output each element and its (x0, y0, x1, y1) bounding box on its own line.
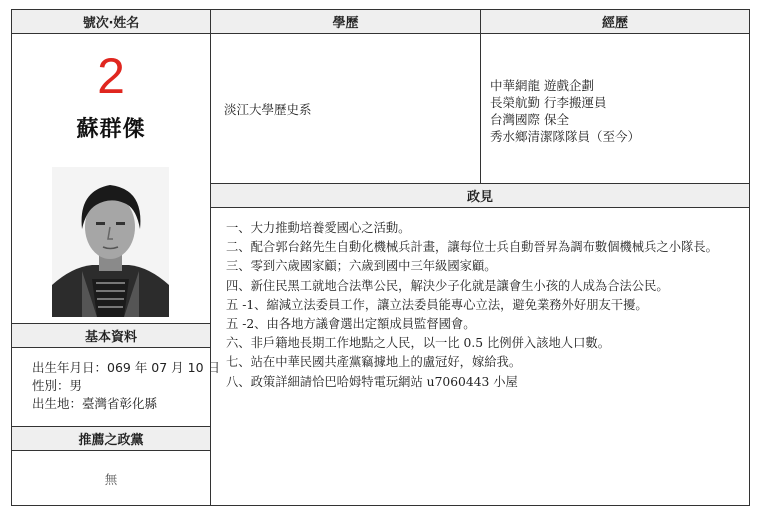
experience-item: 台灣國際 保全 (490, 112, 569, 127)
number-name-header: 號次‧姓名 (11, 9, 211, 34)
candidate-name: 蘇群傑 (76, 117, 146, 142)
politics-item: 三、零到六歲國家顧；六歲到國中三年級國家顧。 (226, 259, 497, 274)
politics-item: 五 -2、由各地方議會選出定額成員監督國會。 (226, 317, 476, 332)
politics-item: 六、非戶籍地長期工作地點之人民，以一比 0.5 比例併入該地人口數。 (226, 336, 610, 351)
politics-item: 五 -1、縮減立法委員工作，讓立法委員能專心立法，避免業務外好朋友干擾。 (226, 297, 648, 312)
experience-header: 經歷 (480, 9, 750, 34)
basic-info-header: 基本資料 (11, 323, 211, 348)
politics-list (226, 219, 718, 392)
politics-item: 一、大力推動培養愛國心之活動。 (226, 221, 411, 235)
candidate-number: 2 (97, 48, 125, 104)
politics-item: 四、新住民黑工就地合法準公民，解決少子化就是讓會生小孩的人成為合法公民。 (226, 278, 669, 293)
party-value: 無 (104, 472, 118, 487)
experience-list (490, 77, 640, 145)
politics-header: 政見 (210, 183, 750, 208)
experience-item: 秀水鄉清潔隊隊員（至今） (490, 129, 641, 144)
birthplace: 出生地：臺灣省彰化縣 (32, 396, 158, 411)
politics-item: 二、配合郭台銘先生自動化機械兵計畫，讓每位士兵自動晉昇為調布數個機械兵之小隊長。 (226, 240, 718, 255)
basic-info (32, 359, 220, 413)
experience-item: 長榮航勤 行李搬運員 (490, 95, 607, 110)
gender: 性別：男 (32, 378, 83, 393)
birth-date: 出生年月日：069 年 07 月 10 日 (32, 360, 221, 375)
politics-item: 七、站在中華民國共產黨竊據地上的盧冠好，嫁給我。 (226, 355, 522, 370)
education-text: 淡江大學歷史系 (224, 102, 312, 117)
party-header: 推薦之政黨 (11, 426, 211, 451)
candidate-photo (52, 167, 169, 317)
politics-item: 八、政策詳細請恰巴哈姆特電玩網站 u7060443 小屋 (226, 374, 518, 389)
education-header: 學歷 (210, 9, 481, 34)
experience-item: 中華網龍 遊戲企劃 (490, 78, 594, 93)
